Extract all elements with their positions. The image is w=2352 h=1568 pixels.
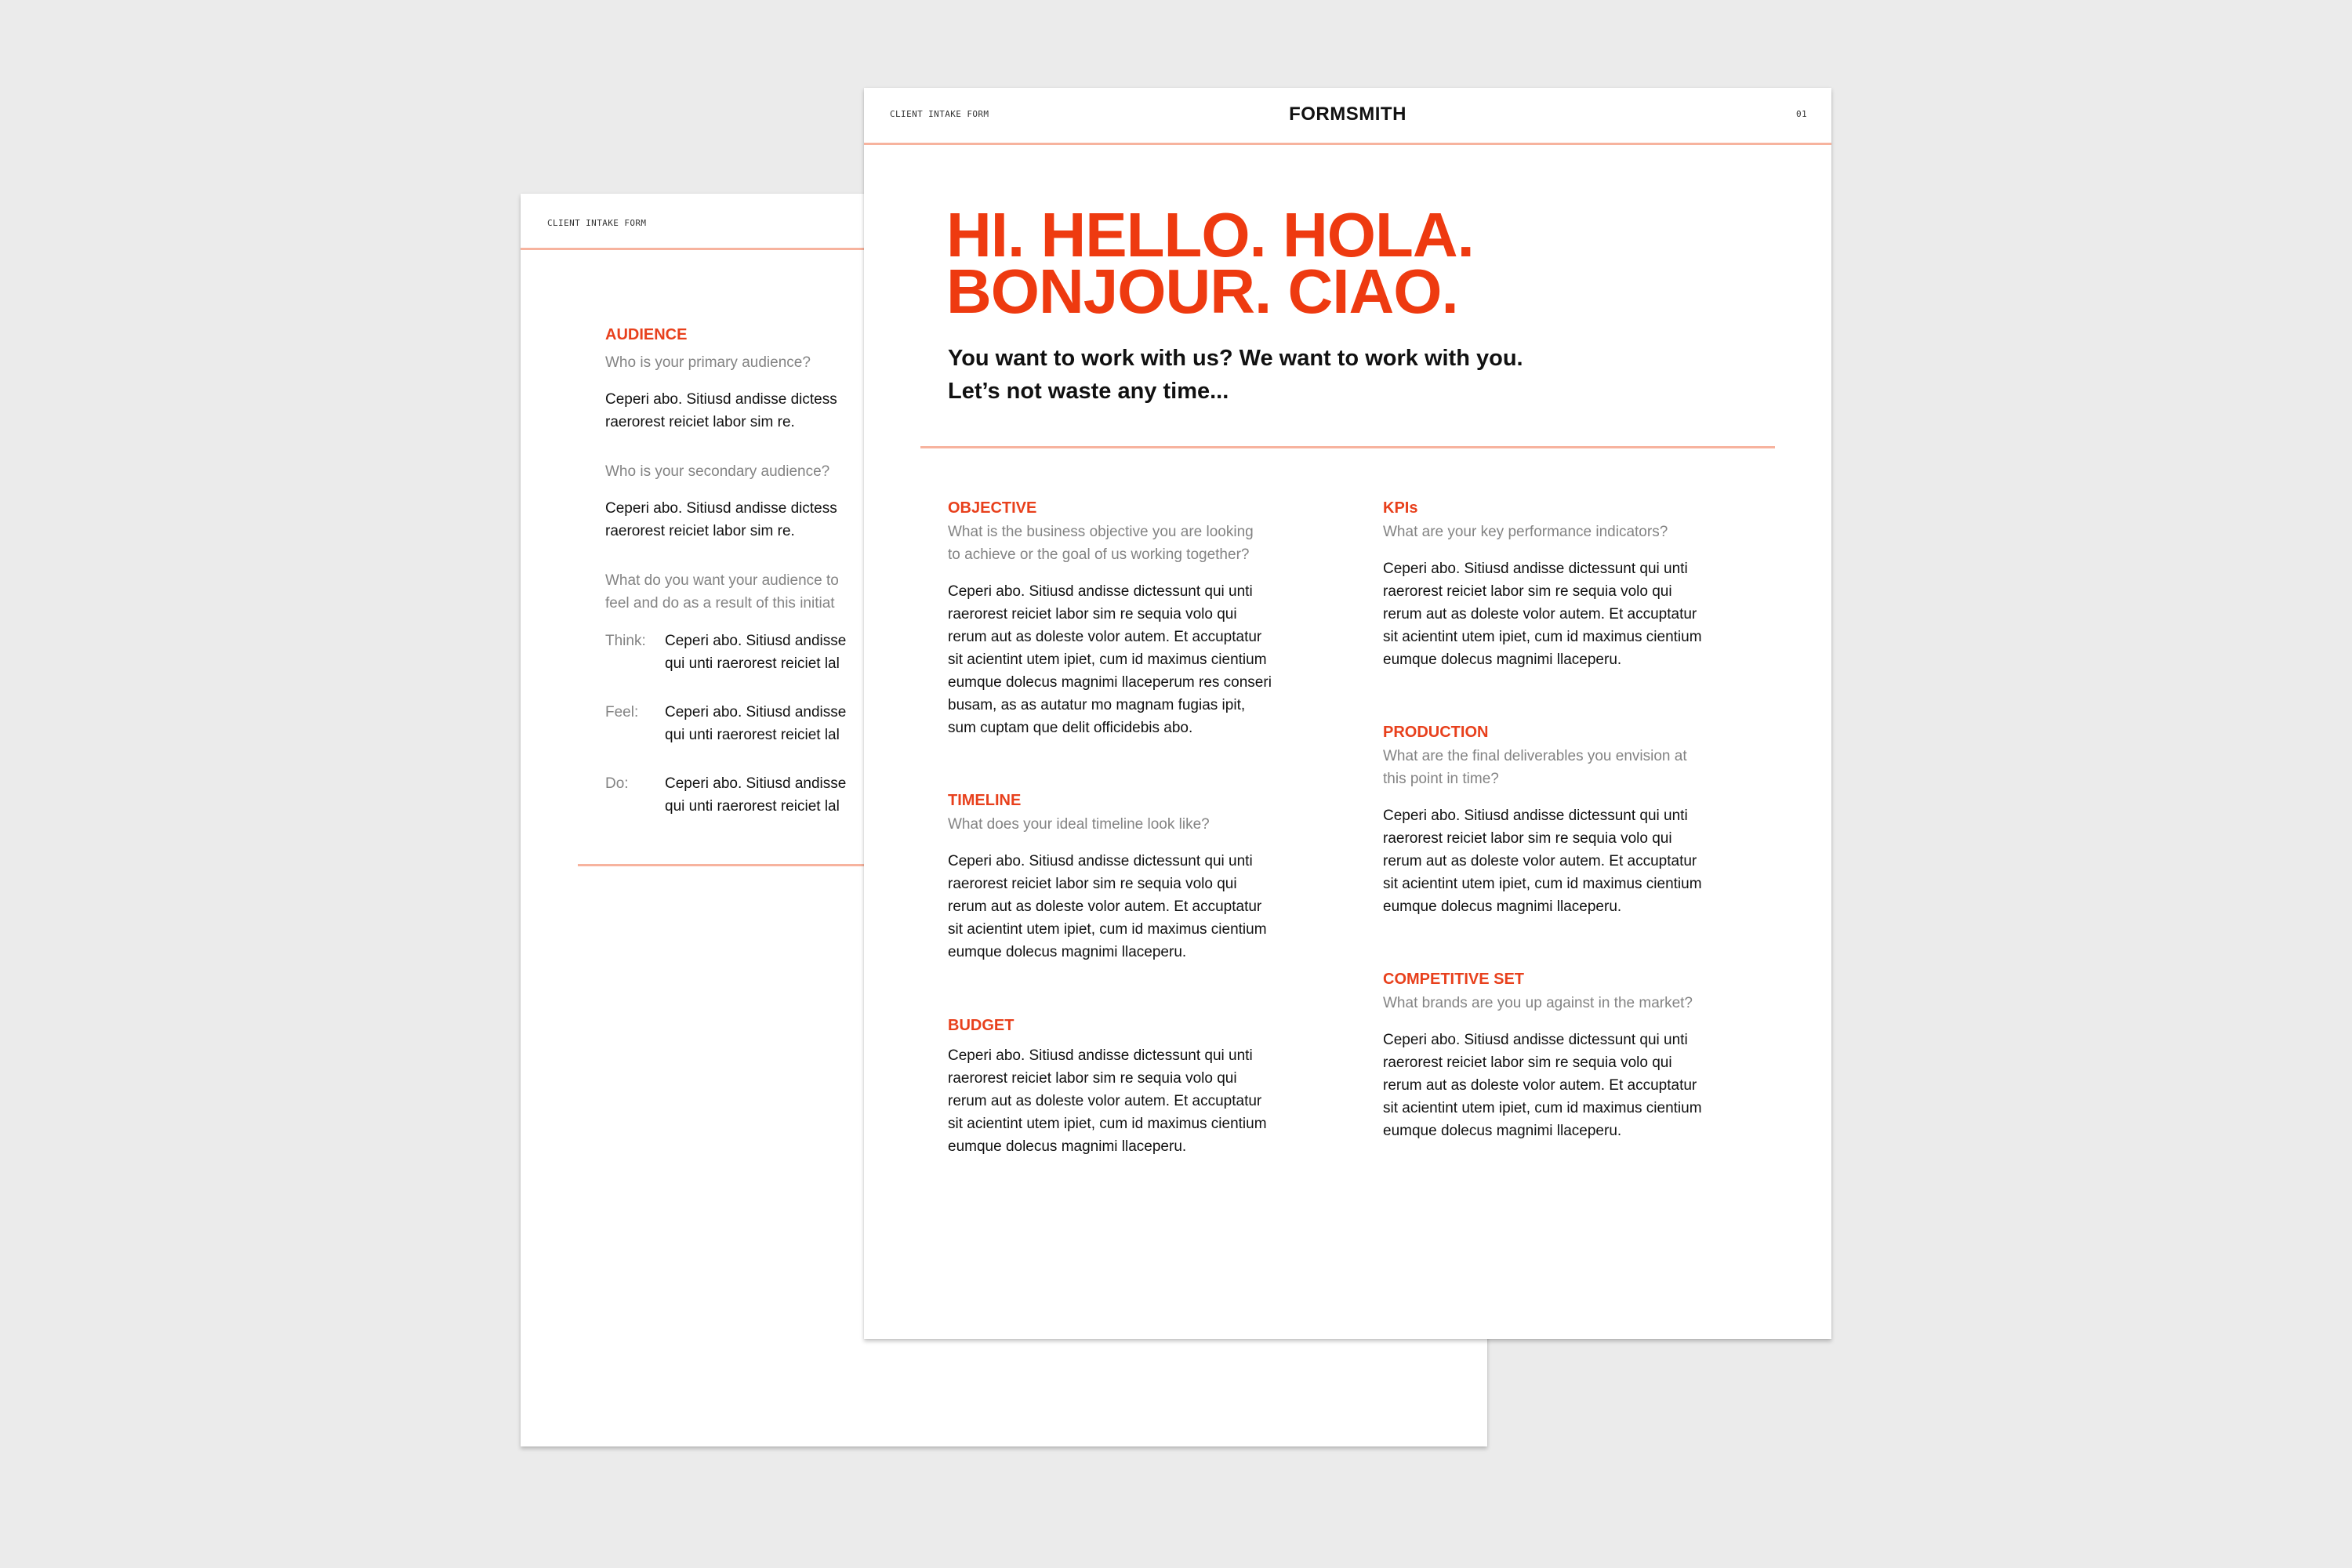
answer-line: eumque dolecus magnimi llaceperu.	[948, 944, 1187, 960]
answer-line: sit acientint utem ipiet, cum id maximus cientium	[1383, 629, 1702, 645]
answer-line: busam, as as autatur mo magnam fugias ipit,	[948, 697, 1246, 713]
answer-line: sit acientint utem ipiet, cum id maximus cientium	[1383, 1100, 1702, 1116]
subheadline	[948, 342, 1523, 408]
answer-line: rerum aut as doleste volor autem. Et accuptatur	[948, 1093, 1262, 1109]
section-answer	[1383, 557, 1751, 671]
answer-line: eumque dolecus magnimi llaceperu.	[1383, 1123, 1622, 1139]
audience-question-primary: Who is your primary audience?	[605, 354, 811, 371]
answer-line: rerum aut as doleste volor autem. Et accuptatur	[1383, 606, 1697, 622]
answer-line: Ceperi abo. Sitiusd andisse dictessunt qui unti	[1383, 1032, 1688, 1048]
question-line: this point in time?	[1383, 771, 1499, 787]
answer-line: rerum aut as doleste volor autem. Et accuptatur	[948, 898, 1262, 915]
answer-line: qui unti raerorest reiciet lal	[665, 798, 840, 815]
answer-line: eumque dolecus magnimi llaceperu.	[1383, 652, 1622, 668]
page-number: 01	[1795, 109, 1807, 119]
question-line: What are your key performance indicators?	[1383, 524, 1668, 540]
back-header-label: CLIENT INTAKE FORM	[547, 218, 647, 228]
section-kpis	[1383, 497, 1751, 671]
section-title: BUDGET	[948, 1017, 1014, 1034]
answer-line: Ceperi abo. Sitiusd andisse dictess	[605, 500, 837, 517]
answer-line: raerorest reiciet labor sim re.	[605, 523, 795, 539]
answer-line: qui unti raerorest reiciet lal	[665, 727, 840, 743]
answer-line: qui unti raerorest reiciet lal	[665, 655, 840, 672]
question-line: What brands are you up against in the market?	[1383, 995, 1693, 1011]
answer-line: sit acientint utem ipiet, cum id maximus cientium	[948, 1116, 1267, 1132]
front-header-label: CLIENT INTAKE FORM	[890, 109, 989, 119]
section-budget	[948, 1014, 1316, 1158]
answer-line: raerorest reiciet labor sim re sequia volo qui	[1383, 583, 1672, 600]
answer-line: raerorest reiciet labor sim re sequia volo qui	[948, 606, 1237, 622]
answer-line: Ceperi abo. Sitiusd andisse dictessunt qui unti	[948, 583, 1253, 600]
headline	[946, 200, 1474, 326]
answer-line: rerum aut as doleste volor autem. Et accuptatur	[948, 629, 1262, 645]
answer-line: Ceperi abo. Sitiusd andisse	[665, 704, 847, 720]
question-line: feel and do as a result of this initiat	[605, 595, 835, 612]
answer-line: Ceperi abo. Sitiusd andisse dictessunt qui unti	[948, 1047, 1253, 1064]
question-line: What is the business objective you are looking	[948, 524, 1254, 540]
answer-line: eumque dolecus magnimi llaceperum res conseri	[948, 674, 1272, 691]
section-title: OBJECTIVE	[948, 499, 1037, 517]
answer-line: eumque dolecus magnimi llaceperu.	[948, 1138, 1187, 1155]
answer-line: sit acientint utem ipiet, cum id maximus cientium	[948, 652, 1267, 668]
answer-line: raerorest reiciet labor sim re sequia volo qui	[948, 876, 1237, 892]
answer-line: sum cuptam que delit officidebis abo.	[948, 720, 1193, 736]
headline-line: BONJOUR. CIAO.	[946, 256, 1458, 326]
question-line: to achieve or the goal of us working together?	[948, 546, 1250, 563]
answer-line: Ceperi abo. Sitiusd andisse	[665, 633, 847, 649]
headline-line: HI. HELLO. HOLA.	[946, 200, 1474, 270]
section-question	[1383, 745, 1751, 790]
answer-line: rerum aut as doleste volor autem. Et accuptatur	[1383, 853, 1697, 869]
front-header-rule	[864, 143, 1831, 145]
section-title: KPIs	[1383, 499, 1418, 517]
section-title: PRODUCTION	[1383, 724, 1489, 741]
section-answer	[948, 1044, 1316, 1158]
front-page	[864, 88, 1831, 1339]
answer-line: Ceperi abo. Sitiusd andisse dictessunt qui unti	[948, 853, 1253, 869]
answer-line: rerum aut as doleste volor autem. Et accuptatur	[1383, 1077, 1697, 1094]
answer-line: raerorest reiciet labor sim re sequia volo qui	[1383, 1054, 1672, 1071]
section-answer	[1383, 804, 1751, 918]
section-title: TIMELINE	[948, 792, 1022, 809]
question-line: What do you want your audience to	[605, 572, 839, 589]
section-question	[948, 521, 1316, 566]
section-objective	[948, 497, 1316, 739]
section-production	[1383, 721, 1751, 918]
answer-line: raerorest reiciet labor sim re sequia volo qui	[948, 1070, 1237, 1087]
feel-label: Feel:	[605, 704, 639, 720]
intro-divider	[920, 446, 1775, 448]
section-competitive-set	[1383, 968, 1751, 1142]
section-answer	[948, 850, 1316, 964]
section-question	[948, 813, 1316, 836]
answer-line: Ceperi abo. Sitiusd andisse dictess	[605, 391, 837, 408]
section-answer	[1383, 1029, 1751, 1142]
question-line: What does your ideal timeline look like?	[948, 816, 1210, 833]
audience-question-secondary: Who is your secondary audience?	[605, 463, 830, 480]
section-title: COMPETITIVE SET	[1383, 971, 1525, 988]
answer-line: sit acientint utem ipiet, cum id maximus cientium	[948, 921, 1267, 938]
section-question	[1383, 992, 1751, 1014]
audience-title: AUDIENCE	[605, 326, 688, 343]
answer-line: raerorest reiciet labor sim re sequia volo qui	[1383, 830, 1672, 847]
answer-line: eumque dolecus magnimi llaceperu.	[1383, 898, 1622, 915]
section-question	[1383, 521, 1751, 543]
section-answer	[948, 580, 1316, 739]
think-label: Think:	[605, 633, 646, 649]
answer-line: Ceperi abo. Sitiusd andisse	[665, 775, 847, 792]
answer-line: raerorest reiciet labor sim re.	[605, 414, 795, 430]
answer-line: sit acientint utem ipiet, cum id maximus cientium	[1383, 876, 1702, 892]
subheadline-line: Let’s not waste any time...	[948, 379, 1229, 404]
section-timeline	[948, 789, 1316, 964]
brand-logo: FORMSMITH	[1289, 103, 1406, 125]
answer-line: Ceperi abo. Sitiusd andisse dictessunt qui unti	[1383, 808, 1688, 824]
question-line: What are the final deliverables you envision at	[1383, 748, 1687, 764]
answer-line: Ceperi abo. Sitiusd andisse dictessunt qui unti	[1383, 561, 1688, 577]
do-label: Do:	[605, 775, 629, 792]
subheadline-line: You want to work with us? We want to work with you.	[948, 346, 1523, 371]
